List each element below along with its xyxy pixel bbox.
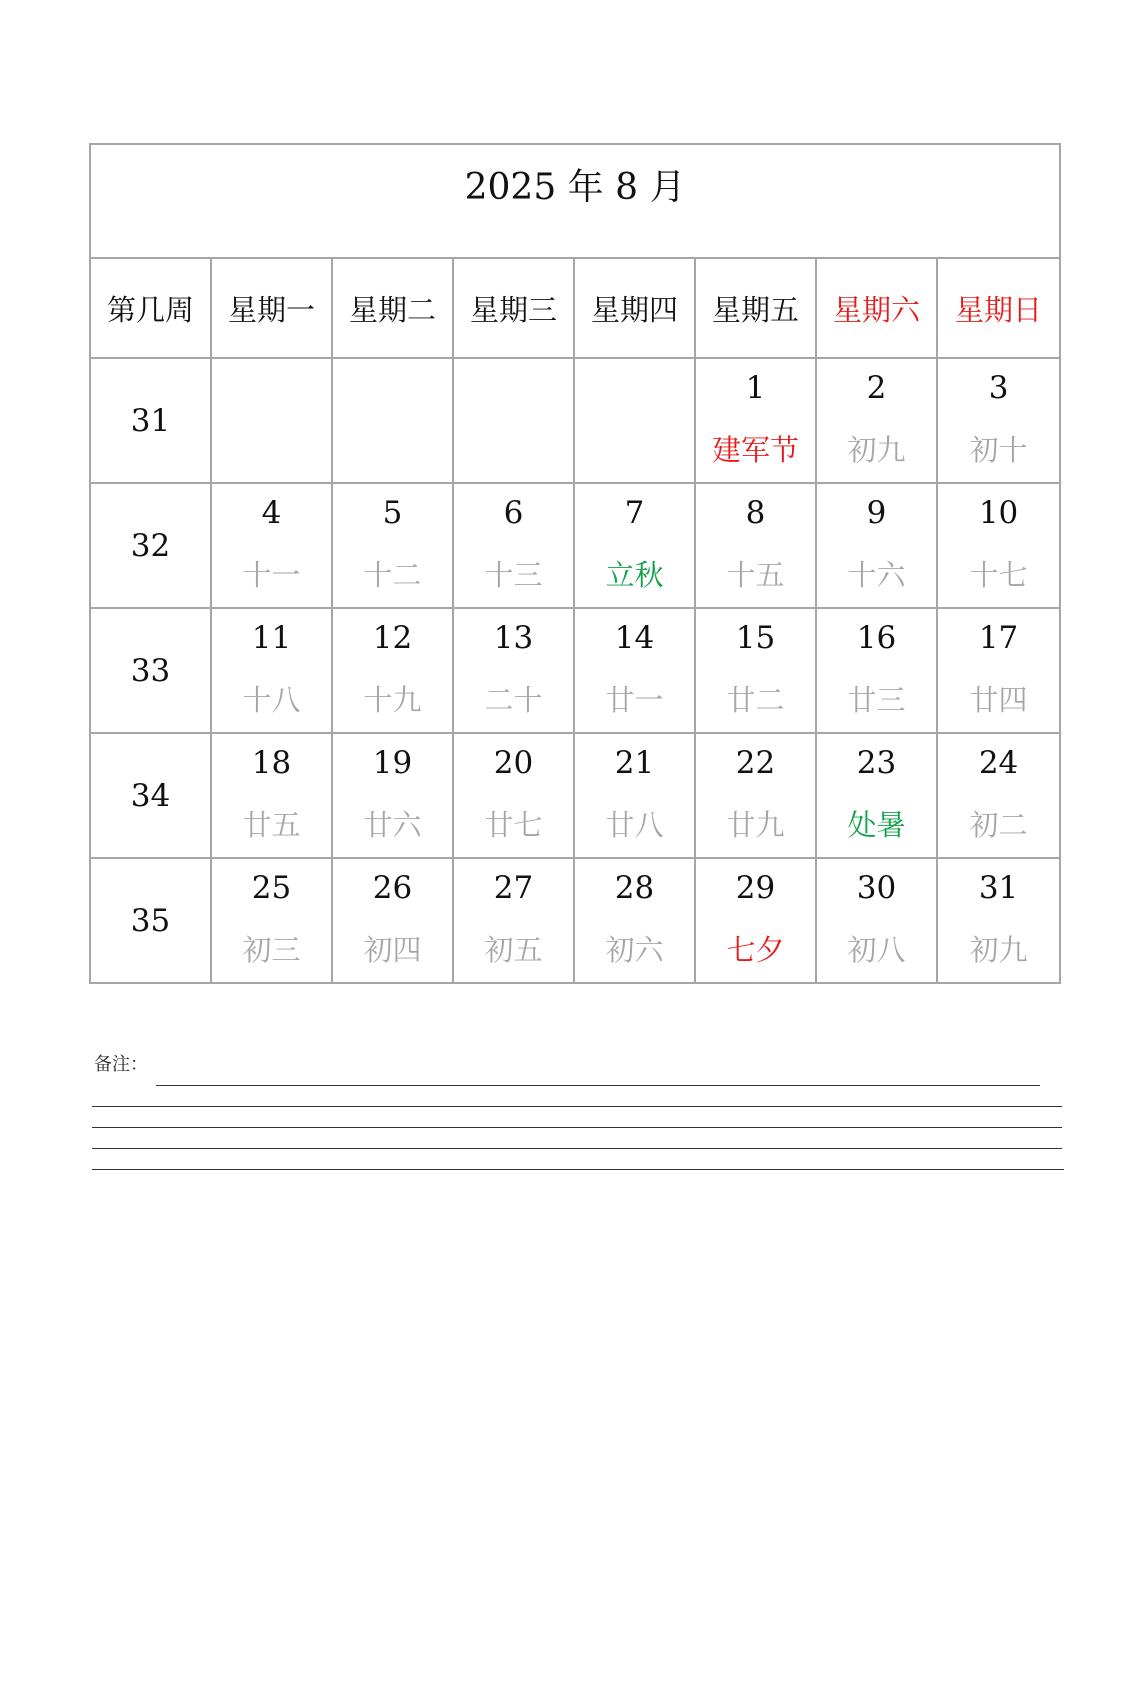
holiday-label: 七夕 bbox=[726, 933, 785, 967]
day-number: 24 bbox=[978, 745, 1019, 781]
day-number: 15 bbox=[735, 620, 776, 656]
weekday-header-thu: 星期四 bbox=[574, 258, 695, 358]
day-number: 3 bbox=[988, 370, 1009, 406]
week-number-header: 第几周 bbox=[90, 258, 211, 358]
day-cell[interactable] bbox=[574, 858, 695, 983]
notes-line[interactable] bbox=[92, 1106, 1062, 1107]
day-number: 25 bbox=[251, 870, 292, 906]
lunar-date: 十五 bbox=[726, 558, 785, 592]
weekday-header-row bbox=[90, 258, 1060, 358]
week-row bbox=[90, 358, 1060, 483]
notes-line[interactable] bbox=[92, 1169, 1064, 1170]
week-number: 32 bbox=[90, 483, 211, 608]
day-number: 26 bbox=[372, 870, 413, 906]
lunar-date: 初三 bbox=[242, 933, 301, 967]
lunar-date: 初十 bbox=[969, 433, 1028, 467]
day-cell[interactable] bbox=[574, 483, 695, 608]
empty-day-cell bbox=[211, 358, 332, 483]
day-number: 6 bbox=[503, 495, 524, 531]
day-number: 17 bbox=[978, 620, 1019, 656]
day-number: 11 bbox=[251, 620, 292, 656]
day-cell[interactable] bbox=[695, 358, 816, 483]
lunar-date: 十三 bbox=[484, 558, 543, 592]
lunar-date: 十七 bbox=[969, 558, 1028, 592]
lunar-date: 二十 bbox=[484, 683, 543, 717]
weekday-header-wed: 星期三 bbox=[453, 258, 574, 358]
week-row bbox=[90, 483, 1060, 608]
day-number: 22 bbox=[735, 745, 776, 781]
day-cell[interactable] bbox=[211, 733, 332, 858]
day-cell[interactable] bbox=[332, 483, 453, 608]
day-cell[interactable] bbox=[816, 358, 937, 483]
day-cell[interactable] bbox=[332, 858, 453, 983]
day-cell[interactable] bbox=[937, 733, 1060, 858]
day-cell[interactable] bbox=[695, 858, 816, 983]
day-number: 19 bbox=[372, 745, 413, 781]
week-row bbox=[90, 608, 1060, 733]
weekday-header-sun: 星期日 bbox=[937, 258, 1060, 358]
day-number: 28 bbox=[614, 870, 655, 906]
lunar-date: 廿九 bbox=[726, 808, 785, 842]
day-cell[interactable] bbox=[574, 608, 695, 733]
lunar-date: 廿八 bbox=[605, 808, 664, 842]
lunar-date: 十八 bbox=[242, 683, 301, 717]
day-cell[interactable] bbox=[453, 483, 574, 608]
lunar-date: 廿六 bbox=[363, 808, 422, 842]
weekday-header-sat: 星期六 bbox=[816, 258, 937, 358]
lunar-date: 初九 bbox=[969, 933, 1028, 967]
week-number: 35 bbox=[90, 858, 211, 983]
day-number: 4 bbox=[261, 495, 282, 531]
day-cell[interactable] bbox=[816, 483, 937, 608]
notes-line[interactable] bbox=[92, 1148, 1062, 1149]
day-number: 12 bbox=[372, 620, 413, 656]
day-cell[interactable] bbox=[937, 483, 1060, 608]
week-number: 31 bbox=[90, 358, 211, 483]
lunar-date: 十二 bbox=[363, 558, 422, 592]
lunar-date: 初四 bbox=[363, 933, 422, 967]
lunar-date: 廿七 bbox=[484, 808, 543, 842]
holiday-label: 建军节 bbox=[711, 433, 799, 467]
notes-line[interactable] bbox=[156, 1085, 1040, 1086]
day-number: 8 bbox=[745, 495, 766, 531]
day-number: 29 bbox=[735, 870, 776, 906]
day-number: 1 bbox=[745, 370, 766, 406]
day-cell[interactable] bbox=[695, 733, 816, 858]
lunar-date: 廿一 bbox=[605, 683, 664, 717]
day-cell[interactable] bbox=[695, 608, 816, 733]
weekday-header-fri: 星期五 bbox=[695, 258, 816, 358]
day-cell[interactable] bbox=[453, 858, 574, 983]
solar-term-label: 立秋 bbox=[605, 558, 664, 592]
weekday-header-tue: 星期二 bbox=[332, 258, 453, 358]
lunar-date: 初九 bbox=[847, 433, 906, 467]
day-cell[interactable] bbox=[937, 358, 1060, 483]
day-number: 5 bbox=[382, 495, 403, 531]
day-cell[interactable] bbox=[937, 608, 1060, 733]
lunar-date: 十一 bbox=[242, 558, 301, 592]
lunar-date: 廿四 bbox=[969, 683, 1028, 717]
lunar-date: 初五 bbox=[484, 933, 543, 967]
day-number: 21 bbox=[614, 745, 655, 781]
day-number: 10 bbox=[978, 495, 1019, 531]
week-row bbox=[90, 733, 1060, 858]
day-number: 7 bbox=[624, 495, 645, 531]
day-cell[interactable] bbox=[574, 733, 695, 858]
notes-label: 备注： bbox=[94, 1054, 148, 1075]
day-number: 13 bbox=[493, 620, 534, 656]
week-row bbox=[90, 858, 1060, 983]
lunar-date: 廿五 bbox=[242, 808, 301, 842]
day-cell[interactable] bbox=[453, 608, 574, 733]
day-number: 30 bbox=[856, 870, 897, 906]
day-number: 14 bbox=[614, 620, 655, 656]
lunar-date: 十六 bbox=[847, 558, 906, 592]
day-number: 20 bbox=[493, 745, 534, 781]
empty-day-cell bbox=[574, 358, 695, 483]
day-cell[interactable] bbox=[695, 483, 816, 608]
lunar-date: 初六 bbox=[605, 933, 664, 967]
lunar-date: 廿二 bbox=[726, 683, 785, 717]
day-cell[interactable] bbox=[211, 483, 332, 608]
month-calendar bbox=[89, 143, 1061, 984]
day-number: 9 bbox=[866, 495, 887, 531]
solar-term-label: 处暑 bbox=[847, 808, 906, 842]
empty-day-cell bbox=[453, 358, 574, 483]
day-number: 16 bbox=[856, 620, 897, 656]
lunar-date: 廿三 bbox=[847, 683, 906, 717]
lunar-date: 初八 bbox=[847, 933, 906, 967]
day-number: 18 bbox=[251, 745, 292, 781]
day-cell[interactable] bbox=[453, 733, 574, 858]
day-cell[interactable] bbox=[937, 858, 1060, 983]
calendar-weeks bbox=[90, 358, 1060, 983]
day-cell[interactable] bbox=[211, 608, 332, 733]
week-number: 33 bbox=[90, 608, 211, 733]
day-number: 31 bbox=[978, 870, 1019, 906]
day-number: 27 bbox=[493, 870, 534, 906]
day-cell[interactable] bbox=[816, 733, 937, 858]
calendar-title: 2025 年 8 月 bbox=[90, 144, 1060, 258]
empty-day-cell bbox=[332, 358, 453, 483]
lunar-date: 初二 bbox=[969, 808, 1028, 842]
weekday-header-mon: 星期一 bbox=[211, 258, 332, 358]
day-cell[interactable] bbox=[816, 608, 937, 733]
week-number: 34 bbox=[90, 733, 211, 858]
notes-line[interactable] bbox=[92, 1127, 1062, 1128]
day-cell[interactable] bbox=[211, 858, 332, 983]
day-cell[interactable] bbox=[332, 608, 453, 733]
lunar-date: 十九 bbox=[363, 683, 422, 717]
day-number: 23 bbox=[856, 745, 897, 781]
day-cell[interactable] bbox=[816, 858, 937, 983]
day-number: 2 bbox=[866, 370, 887, 406]
day-cell[interactable] bbox=[332, 733, 453, 858]
